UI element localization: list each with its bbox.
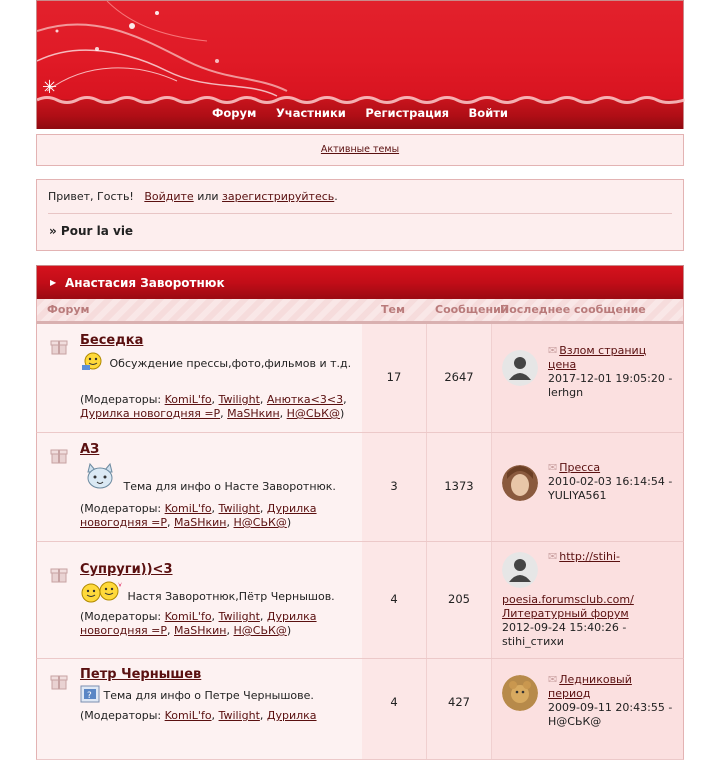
nav-forum[interactable]: Форум xyxy=(212,106,257,120)
forum-description xyxy=(80,685,352,703)
last-post-info xyxy=(548,673,677,729)
last-post-link[interactable]: http://stihi- xyxy=(559,550,621,563)
last-post-date: 2010-02-03 16:14:54 - xyxy=(548,475,673,488)
breadcrumb: » Pour la vie xyxy=(49,224,134,238)
forum-description xyxy=(80,462,352,494)
last-post-author: YULIYA561 xyxy=(548,489,607,502)
moderator-link[interactable]: MaSHкин xyxy=(174,516,227,529)
forum-description xyxy=(80,351,352,371)
topics-count: 4 xyxy=(390,695,398,709)
broken-image-icon xyxy=(80,685,100,703)
forum-row xyxy=(36,433,684,542)
mods-prefix: (Модераторы: xyxy=(80,393,162,406)
smiley-icon xyxy=(80,351,106,371)
moderator-link[interactable]: MaSHкин xyxy=(174,624,227,637)
moderator-link[interactable]: Twilight xyxy=(218,610,260,623)
nav-register[interactable]: Регистрация xyxy=(365,106,450,120)
forum-gift-icon xyxy=(49,564,69,584)
forum-cell xyxy=(37,659,363,759)
envelope-icon: ✉ xyxy=(548,673,558,686)
moderator-link[interactable]: Дурилка xyxy=(266,709,317,722)
mods-prefix: (Модераторы: xyxy=(80,709,162,722)
forum-cell xyxy=(37,542,363,658)
topics-count: 17 xyxy=(386,370,402,384)
forum-cell xyxy=(37,324,363,432)
topics-cell xyxy=(362,659,427,759)
active-topics-bar xyxy=(36,134,684,166)
last-post-link-top xyxy=(548,550,677,564)
last-post-info xyxy=(548,461,677,503)
topics-cell xyxy=(362,324,427,432)
avatar[interactable] xyxy=(502,350,538,386)
category-title: Анастасия Заворотнюк xyxy=(65,276,225,290)
nav-login[interactable]: Войти xyxy=(468,106,508,120)
last-post-author: lerhgn xyxy=(548,386,584,399)
moderators-list: (Модераторы: KomiL'fo, Twilight, Дурилка новогодняя =P, MaSHкин, H@СЬК@) xyxy=(80,610,317,637)
page xyxy=(36,0,684,760)
svg-text:✳: ✳ xyxy=(42,77,58,98)
forum-desc-text: Тема для инфо о Петре Чернышове. xyxy=(103,689,314,702)
last-post-cell xyxy=(492,433,683,541)
forum-gift-icon xyxy=(49,445,69,465)
moderator-link[interactable]: Дурилка новогодняя =P xyxy=(80,407,221,420)
posts-cell xyxy=(427,324,492,432)
moderator-link[interactable]: Twilight xyxy=(218,393,260,406)
last-post-link[interactable]: Ледниковый период xyxy=(548,673,632,700)
last-post-link-cont[interactable]: poesia.forumsclub.com/ Литературный форум xyxy=(502,593,634,620)
posts-count: 2647 xyxy=(444,370,474,384)
posts-count: 205 xyxy=(448,592,470,606)
collapse-arrow-icon[interactable]: ▶ xyxy=(50,278,57,287)
category-header xyxy=(36,265,684,299)
moderators-list: (Модераторы: KomiL'fo, Twilight, Анютка<3<3, Дурилка новогодняя =P, MaSHкин, H@СЬК@) xyxy=(80,393,347,420)
last-post-date: 2017-12-01 19:05:20 - xyxy=(548,372,673,385)
avatar[interactable] xyxy=(502,552,538,588)
last-post-cell xyxy=(492,324,683,432)
last-post-author: H@СЬК@ xyxy=(548,715,602,728)
active-topics-link[interactable]: Активные темы xyxy=(320,144,400,155)
login-link[interactable]: Войдите xyxy=(144,190,194,203)
moderator-link[interactable]: Twilight xyxy=(218,709,260,722)
moderator-link[interactable]: Дурилка новогодняя =P xyxy=(80,502,317,529)
forum-title-link[interactable]: АЗ xyxy=(80,442,100,457)
col-posts: Сообщений xyxy=(435,303,509,316)
forum-description xyxy=(80,580,352,604)
column-headers xyxy=(36,299,684,324)
last-post-cell xyxy=(492,659,683,759)
moderator-link[interactable]: Twilight xyxy=(218,502,260,515)
divider xyxy=(48,213,672,214)
moderator-link[interactable]: KomiL'fo xyxy=(164,393,212,406)
last-post-author: stihi_стихи xyxy=(502,635,564,648)
moderator-link[interactable]: KomiL'fo xyxy=(164,709,212,722)
moderator-link[interactable]: Дурилка новогодняя =P xyxy=(80,610,317,637)
posts-cell xyxy=(427,659,492,759)
forum-cell xyxy=(37,433,363,541)
col-last-post: Последнее сообщение xyxy=(500,303,646,316)
forum-gift-icon xyxy=(49,336,69,356)
register-link[interactable]: зарегистрируйтесь xyxy=(222,190,335,203)
period: . xyxy=(334,190,338,203)
topics-cell xyxy=(362,542,427,658)
envelope-icon: ✉ xyxy=(548,461,558,474)
forum-title-link[interactable]: Беседка xyxy=(80,333,144,348)
avatar[interactable] xyxy=(502,465,538,501)
last-post-cell xyxy=(492,542,683,658)
moderator-link[interactable]: H@СЬК@ xyxy=(233,516,287,529)
forum-row xyxy=(36,542,684,659)
forum-row xyxy=(36,324,684,433)
posts-cell xyxy=(427,433,492,541)
moderators-list: (Модераторы: KomiL'fo, Twilight, Дурилка xyxy=(80,709,317,722)
snow-border xyxy=(37,95,685,105)
forum-row xyxy=(36,659,684,760)
cat-emoticon-icon xyxy=(80,462,120,494)
last-post-date: 2012-09-24 15:40:26 - xyxy=(502,621,627,634)
couple-smiley-icon xyxy=(80,580,124,604)
moderators-list: (Модераторы: KomiL'fo, Twilight, Дурилка новогодняя =P, MaSHкин, H@СЬК@) xyxy=(80,502,317,529)
forum-title-link[interactable]: Петр Чернышев xyxy=(80,667,202,682)
last-post-link[interactable]: Взлом страниц цена xyxy=(548,344,647,371)
mods-prefix: (Модераторы: xyxy=(80,610,162,623)
posts-count: 427 xyxy=(448,695,470,709)
moderator-link[interactable]: H@СЬК@ xyxy=(233,624,287,637)
main-nav xyxy=(36,99,684,129)
guest-greeting-line xyxy=(48,190,338,203)
envelope-icon: ✉ xyxy=(548,550,558,563)
posts-count: 1373 xyxy=(444,479,474,493)
moderator-link[interactable]: KomiL'fo xyxy=(164,610,212,623)
guest-panel xyxy=(36,179,684,251)
greeting-text: Привет, Гость! xyxy=(48,190,134,203)
last-post-info xyxy=(502,593,677,649)
forum-desc-text: Обсуждение прессы,фото,фильмов и т.д. xyxy=(109,357,352,370)
last-post-info xyxy=(548,344,677,400)
header-banner xyxy=(36,0,684,99)
or-text: или xyxy=(197,190,219,203)
moderator-link[interactable]: KomiL'fo xyxy=(164,502,212,515)
col-forum: Форум xyxy=(47,303,90,316)
forum-gift-icon xyxy=(49,671,69,691)
envelope-icon: ✉ xyxy=(548,344,558,357)
moderator-link[interactable]: Анютка<3<3 xyxy=(266,393,344,406)
col-topics: Тем xyxy=(381,303,405,316)
banner-decoration xyxy=(37,1,684,99)
last-post-link[interactable]: Пресса xyxy=(559,461,601,474)
topics-count: 4 xyxy=(390,592,398,606)
avatar[interactable] xyxy=(502,675,538,711)
moderator-link[interactable]: MaSHкин xyxy=(227,407,280,420)
mods-prefix: (Модераторы: xyxy=(80,502,162,515)
moderator-link[interactable]: H@СЬК@ xyxy=(286,407,340,420)
topics-cell xyxy=(362,433,427,541)
posts-cell xyxy=(427,542,492,658)
last-post-date: 2009-09-11 20:43:55 - xyxy=(548,701,673,714)
forum-title-link[interactable]: Супруги))<3 xyxy=(80,562,173,577)
forum-desc-text: Тема для инфо о Насте Заворотнюк. xyxy=(123,480,336,493)
svg-text:?: ? xyxy=(87,691,92,701)
forum-desc-text: Настя Заворотнюк,Пётр Чернышов. xyxy=(127,590,335,603)
topics-count: 3 xyxy=(390,479,398,493)
nav-members[interactable]: Участники xyxy=(275,106,346,120)
